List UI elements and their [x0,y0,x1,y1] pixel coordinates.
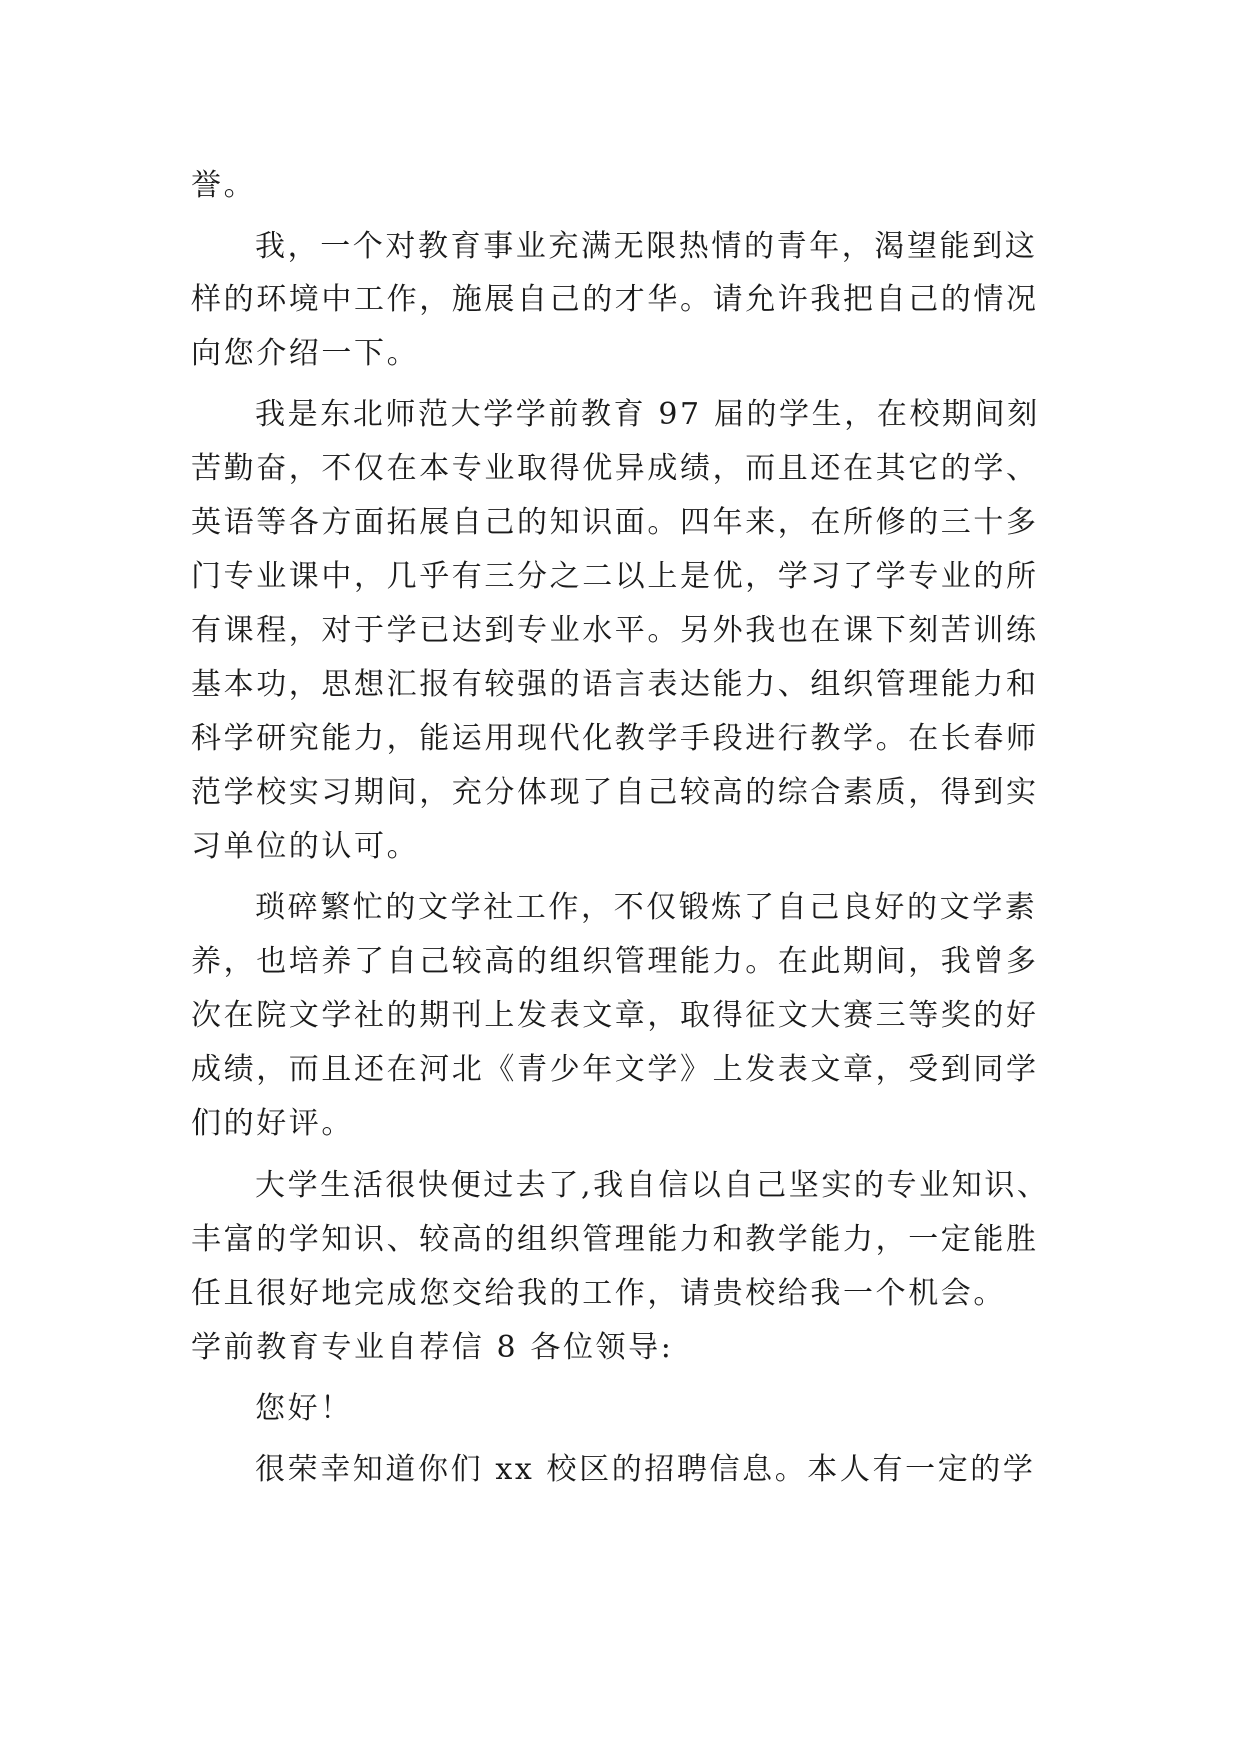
text-line: 基本功，思想汇报有较强的语言表达能力、组织管理能力和 [191,667,1039,702]
paragraph-first-line: 琐碎繁忙的文学社工作，不仅锻炼了自己良好的文学素 [255,890,1038,925]
greeting-line: 您好！ [255,1391,353,1426]
paragraph-first-line: 大学生活很快便过去了,我自信以自己坚实的专业知识、 [255,1168,1050,1203]
section-heading-line: 学前教育专业自荐信 8 各位领导: [191,1330,674,1365]
text-line: 英语等各方面拓展自己的知识面。四年来，在所修的三十多 [191,505,1039,540]
text-line: 丰富的学知识、较高的组织管理能力和教学能力，一定能胜 [191,1222,1039,1257]
text-line: 誉。 [191,168,257,203]
text-line: 科学研究能力，能运用现代化教学手段进行教学。在长春师 [191,721,1039,756]
text-line: 任且很好地完成您交给我的工作，请贵校给我一个机会。 [191,1276,1006,1311]
text-line: 苦勤奋，不仅在本专业取得优异成绩，而且还在其它的学、 [191,451,1039,486]
text-line: 成绩，而且还在河北《青少年文学》上发表文章，受到同学 [191,1052,1039,1087]
paragraph-first-line: 我，一个对教育事业充满无限热情的青年，渴望能到这 [255,229,1038,264]
text-line: 范学校实习期间，充分体现了自己较高的综合素质，得到实 [191,775,1039,810]
text-line: 次在院文学社的期刊上发表文章，取得征文大赛三等奖的好 [191,998,1039,1033]
text-line: 向您介绍一下。 [191,336,420,371]
text-line: 门专业课中，几乎有三分之二以上是优，学习了学专业的所 [191,559,1039,594]
paragraph-first-line: 我是东北师范大学学前教育 97 届的学生，在校期间刻 [255,397,1040,432]
text-line: 样的环境中工作，施展自己的才华。请允许我把自己的情况 [191,282,1039,317]
text-line: 有课程，对于学已达到专业水平。另外我也在课下刻苦训练 [191,613,1039,648]
text-line: 习单位的认可。 [191,829,420,864]
text-line: 养，也培养了自己较高的组织管理能力。在此期间，我曾多 [191,944,1039,979]
text-line: 们的好评。 [191,1106,354,1141]
paragraph-first-line: 很荣幸知道你们 xx 校区的招聘信息。本人有一定的学 [255,1452,1036,1487]
